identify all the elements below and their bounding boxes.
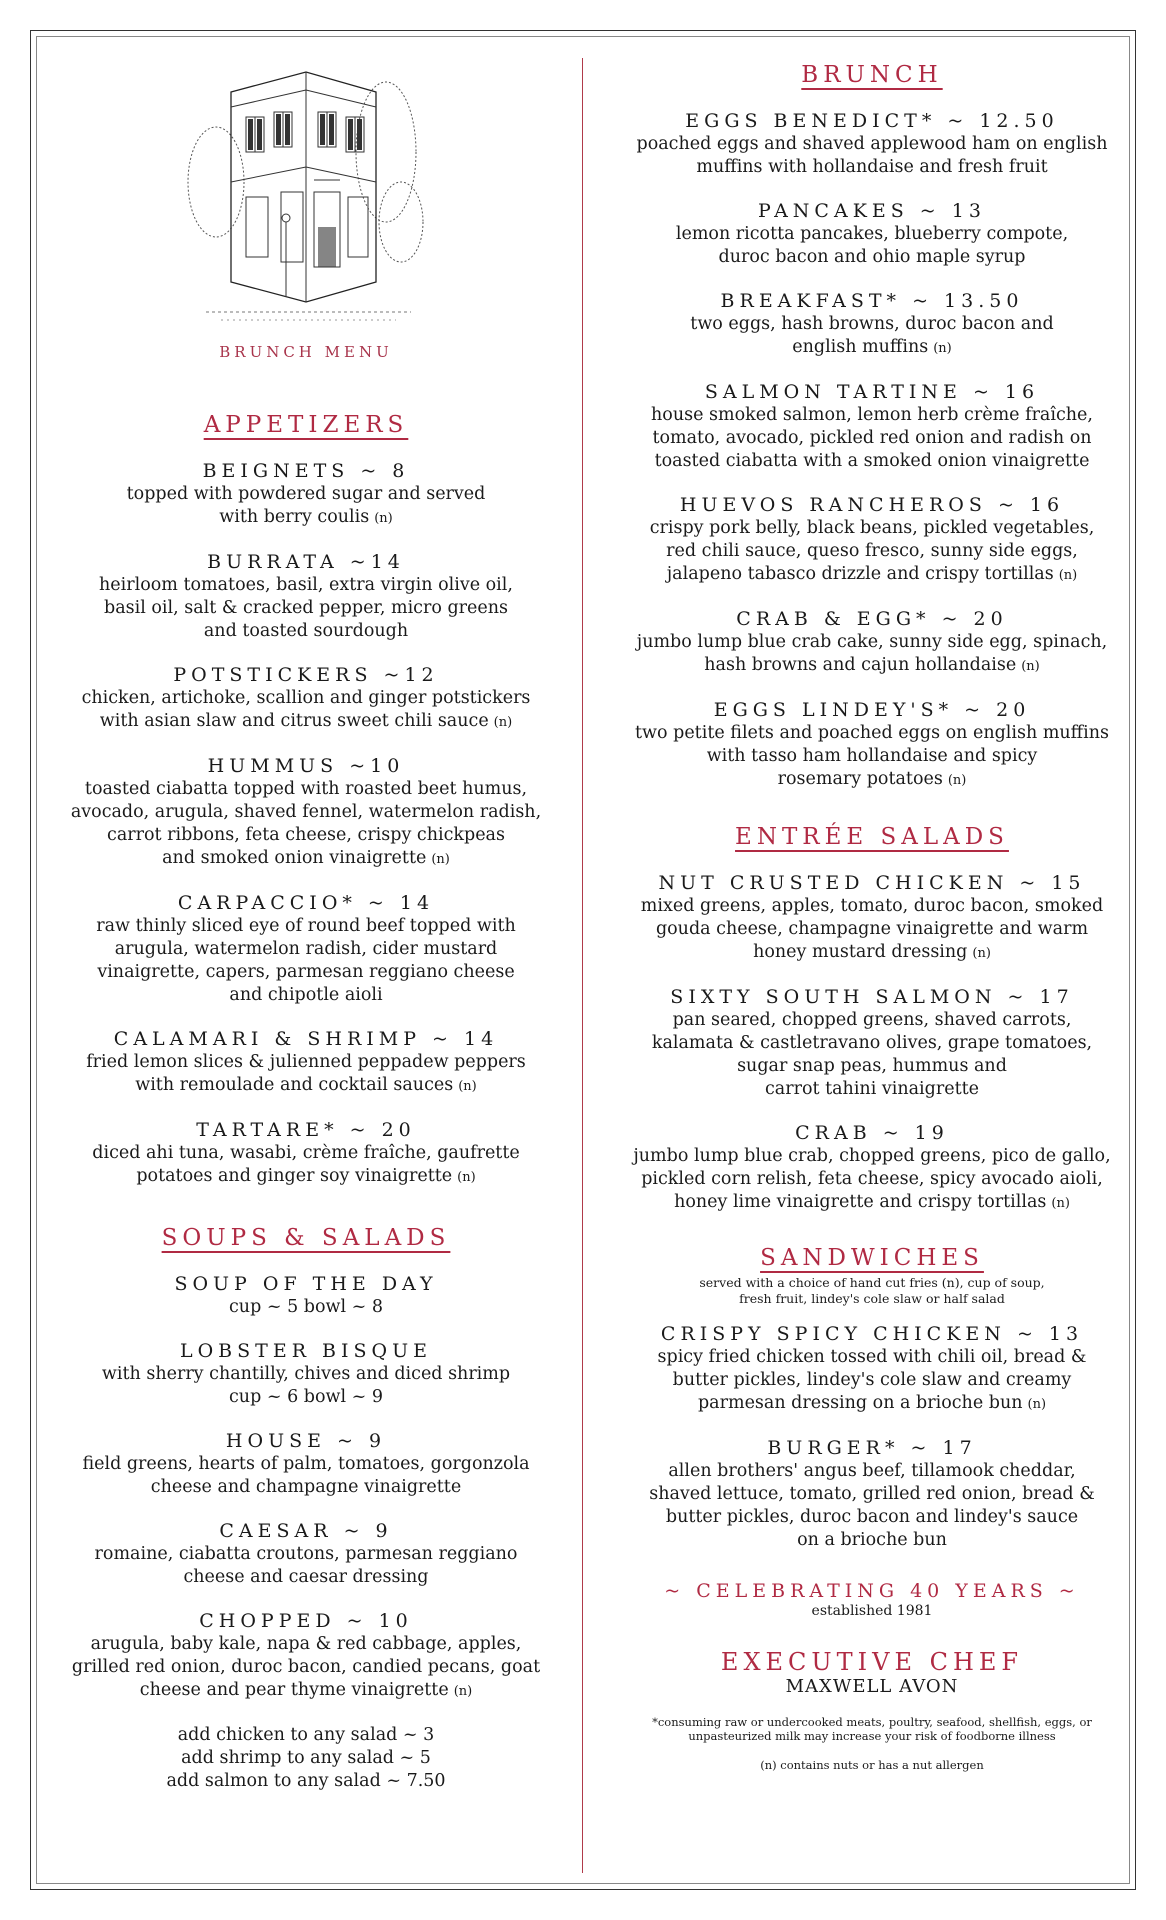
menu-item xyxy=(592,290,1152,360)
description-text: basil oil, salt & cracked pepper, micro greens xyxy=(104,598,508,618)
brunch-menu-label: BRUNCH MENU xyxy=(219,343,393,361)
menu-item-description xyxy=(592,941,1152,965)
menu-item-description xyxy=(36,1476,576,1499)
footer xyxy=(592,1580,1152,1773)
menu-item-description xyxy=(592,517,1152,540)
description-text: and smoked onion vinaigrette xyxy=(162,848,427,868)
description-text: kalamata & castletravano olives, grape tomatoes, xyxy=(651,1033,1093,1053)
description-text: field greens, hearts of palm, tomatoes, gorgonzola xyxy=(82,1454,530,1474)
menu-item-name: BURRATA ~14 xyxy=(207,551,405,573)
nut-allergen-marker: (n) xyxy=(457,1170,476,1185)
description-text: english muffins xyxy=(792,337,929,357)
menu-item xyxy=(36,1430,576,1499)
entree-salads-section xyxy=(592,824,1152,1215)
description-text: spicy fried chicken tossed with chili oil, bread & xyxy=(657,1347,1087,1367)
nut-allergen-marker: (n) xyxy=(493,715,513,730)
brunch-title: BRUNCH xyxy=(801,62,943,88)
description-text: heirloom tomatoes, basil, extra virgin olive oil, xyxy=(99,575,513,595)
menu-item-description xyxy=(592,1346,1152,1369)
nut-allergen-marker: (n) xyxy=(374,511,393,526)
menu-item-description xyxy=(36,1363,576,1386)
description-text: and chipotle aioli xyxy=(229,985,383,1005)
menu-item-description xyxy=(36,1453,576,1476)
menu-item-description xyxy=(592,654,1152,678)
description-text: tomato, avocado, pickled red onion and radish on xyxy=(652,428,1092,448)
description-text: lemon ricotta pancakes, blueberry compote, xyxy=(675,224,1069,244)
menu-item-name: CRISPY SPICY CHICKEN ~ 13 xyxy=(660,1323,1084,1345)
description-text: allen brothers' angus beef, tillamook cheddar, xyxy=(668,1461,1076,1481)
left-sections xyxy=(36,412,576,1793)
description-text: topped with powdered sugar and served xyxy=(126,484,486,504)
restaurant-building-illustration xyxy=(186,62,426,332)
description-text: duroc bacon and ohio maple syrup xyxy=(718,247,1026,267)
description-text: honey lime vinaigrette and crispy tortillas xyxy=(674,1192,1047,1212)
menu-item xyxy=(36,1119,576,1189)
menu-item xyxy=(36,892,576,1007)
menu-item-description xyxy=(36,1656,576,1679)
description-text: pan seared, chopped greens, shaved carrots, xyxy=(672,1010,1072,1030)
entree-salads-list xyxy=(592,872,1152,1215)
menu-item xyxy=(36,1273,576,1319)
menu-item-description xyxy=(36,597,576,620)
menu-item xyxy=(36,1520,576,1589)
description-text: cheese and pear thyme vinaigrette xyxy=(139,1680,449,1700)
menu-item-description xyxy=(592,1168,1152,1191)
description-text: potatoes and ginger soy vinaigrette xyxy=(136,1166,453,1186)
menu-item-description xyxy=(592,223,1152,246)
menu-item-description xyxy=(592,1529,1152,1552)
menu-item-description xyxy=(36,778,576,801)
column-divider xyxy=(582,58,583,1873)
description-text: diced ahi tuna, wasabi, crème fraîche, gaufrette xyxy=(92,1143,520,1163)
menu-item-description xyxy=(592,336,1152,360)
menu-item xyxy=(592,699,1152,792)
salad-addon: add salmon to any salad ~ 7.50 xyxy=(166,1771,446,1791)
description-text: hash browns and cajun hollandaise xyxy=(704,655,1017,675)
menu-item xyxy=(592,1437,1152,1552)
menu-item-description xyxy=(36,961,576,984)
appetizers-section xyxy=(36,412,576,1189)
chef-name: MAXWELL AVON xyxy=(785,1676,959,1697)
menu-item-description xyxy=(592,1392,1152,1416)
menu-item-name: CALAMARI & SHRIMP ~ 14 xyxy=(113,1028,499,1050)
menu-item-name: TARTARE* ~ 20 xyxy=(196,1119,416,1141)
nut-allergen-marker: (n) xyxy=(453,1684,473,1699)
menu-item-description xyxy=(592,1460,1152,1483)
salad-addon: add chicken to any salad ~ 3 xyxy=(177,1725,435,1745)
menu-item-name: CAESAR ~ 9 xyxy=(219,1520,393,1542)
appetizers-title: APPETIZERS xyxy=(203,412,409,438)
menu-item xyxy=(592,494,1152,587)
menu-item-name: HOUSE ~ 9 xyxy=(225,1430,387,1452)
menu-item-name: HUMMUS ~10 xyxy=(207,755,405,777)
description-text: poached eggs and shaved applewood ham on english xyxy=(636,134,1108,154)
menu-item-name: BEIGNETS ~ 8 xyxy=(202,460,410,482)
description-text: jumbo lump blue crab, chopped greens, pico de gallo, xyxy=(633,1146,1111,1166)
menu-item-description xyxy=(592,450,1152,473)
menu-item-description xyxy=(592,427,1152,450)
menu-item-description xyxy=(36,984,576,1007)
description-text: vinaigrette, capers, parmesan reggiano cheese xyxy=(97,962,515,982)
sandwiches-title: SANDWICHES xyxy=(760,1245,984,1271)
menu-item-description xyxy=(36,1543,576,1566)
description-text: muffins with hollandaise and fresh fruit xyxy=(696,157,1048,177)
description-text: with tasso ham hollandaise and spicy xyxy=(706,746,1038,766)
menu-item-description xyxy=(592,745,1152,768)
menu-item-description xyxy=(36,710,576,734)
menu-item-name: CHOPPED ~ 10 xyxy=(199,1610,413,1632)
nut-allergen-marker: (n) xyxy=(458,1079,477,1094)
menu-item-name: NUT CRUSTED CHICKEN ~ 15 xyxy=(658,872,1086,894)
sandwiches-note xyxy=(592,1275,1152,1307)
description-text: two petite filets and poached eggs on english muffins xyxy=(635,723,1109,743)
description-text: with remoulade and cocktail sauces xyxy=(135,1075,454,1095)
brunch-section xyxy=(592,62,1152,792)
description-text: with sherry chantilly, chives and diced shrimp xyxy=(101,1364,511,1384)
menu-item-description xyxy=(36,1051,576,1074)
description-text: jumbo lump blue crab cake, sunny side egg, spinach, xyxy=(636,632,1108,652)
description-text: on a brioche bun xyxy=(797,1530,947,1550)
menu-item-name: HUEVOS RANCHEROS ~ 16 xyxy=(679,494,1065,516)
menu-item xyxy=(36,664,576,734)
menu-item-name: CRAB ~ 19 xyxy=(795,1122,949,1144)
celebrating-banner: ~ CELEBRATING 40 YEARS ~ xyxy=(664,1580,1080,1602)
description-text: and toasted sourdough xyxy=(203,621,409,641)
menu-item-description xyxy=(592,563,1152,587)
menu-item xyxy=(592,200,1152,269)
menu-item xyxy=(592,1323,1152,1416)
menu-item-name: EGGS LINDEY'S* ~ 20 xyxy=(713,699,1031,721)
menu-item-description xyxy=(592,156,1152,179)
menu-item-description xyxy=(592,631,1152,654)
menu-item xyxy=(36,755,576,871)
description-text: romaine, ciabatta croutons, parmesan reggiano xyxy=(94,1544,518,1564)
description-text: with berry coulis xyxy=(219,507,370,527)
menu-item-description xyxy=(36,506,576,530)
description-text: arugula, watermelon radish, cider mustard xyxy=(114,939,498,959)
salad-addon: add shrimp to any salad ~ 5 xyxy=(181,1748,431,1768)
menu-item-name: LOBSTER BISQUE xyxy=(179,1340,432,1362)
description-text: carrot tahini vinaigrette xyxy=(765,1079,979,1099)
description-text: cup ~ 6 bowl ~ 9 xyxy=(229,1387,383,1407)
menu-item-description xyxy=(592,895,1152,918)
menu-item xyxy=(592,872,1152,965)
menu-item-name: CARPACCIO* ~ 14 xyxy=(177,892,435,914)
disclaimer xyxy=(592,1715,1152,1743)
sandwiches-note-line: served with a choice of hand cut fries (n), cup of soup, xyxy=(699,1275,1045,1290)
menu-item-description xyxy=(36,574,576,597)
description-text: two eggs, hash browns, duroc bacon and xyxy=(690,314,1054,334)
appetizers-list xyxy=(36,460,576,1189)
menu-item-name: BURGER* ~ 17 xyxy=(767,1437,977,1459)
menu-item-description xyxy=(36,1142,576,1165)
menu-item-description xyxy=(592,1145,1152,1168)
menu-item xyxy=(592,110,1152,179)
menu-item xyxy=(592,986,1152,1101)
description-text: raw thinly sliced eye of round beef topped with xyxy=(96,916,516,936)
description-text: arugula, baby kale, napa & red cabbage, apples, xyxy=(90,1634,522,1654)
menu-item-description xyxy=(36,1386,576,1409)
menu-item xyxy=(36,460,576,530)
nut-allergen-marker: (n) xyxy=(1021,659,1040,674)
menu-item-description xyxy=(592,540,1152,563)
menu-item-description xyxy=(592,1483,1152,1506)
description-text: avocado, arugula, shaved fennel, watermelon radish, xyxy=(70,802,542,822)
description-text: carrot ribbons, feta cheese, crispy chickpeas xyxy=(107,825,505,845)
menu-item-name: SOUP OF THE DAY xyxy=(174,1273,438,1295)
menu-item-name: EGGS BENEDICT* ~ 12.50 xyxy=(685,110,1059,132)
menu-item-description xyxy=(36,1566,576,1589)
menu-item-name: PANCAKES ~ 13 xyxy=(758,200,986,222)
nut-allergen-marker: (n) xyxy=(933,341,952,356)
menu-item-description xyxy=(36,847,576,871)
description-text: crispy pork belly, black beans, pickled vegetables, xyxy=(649,518,1095,538)
soups-title: SOUPS & SALADS xyxy=(161,1225,451,1251)
menu-item xyxy=(592,381,1152,473)
description-text: mixed greens, apples, tomato, duroc bacon, smoked xyxy=(640,896,1104,916)
nut-allergen-marker: (n) xyxy=(1051,1196,1070,1211)
entree-salads-title: ENTRÉE SALADS xyxy=(735,824,1009,850)
nut-allergen-marker: (n) xyxy=(431,852,450,867)
description-text: butter pickles, duroc bacon and lindey's sauce xyxy=(665,1507,1079,1527)
sandwiches-note-line: fresh fruit, lindey's cole slaw or half salad xyxy=(739,1291,1005,1306)
description-text: gouda cheese, champagne vinaigrette and warm xyxy=(655,919,1089,939)
sandwiches-list xyxy=(592,1323,1152,1552)
menu-item-description xyxy=(36,1679,576,1703)
menu-item xyxy=(36,551,576,643)
description-text: parmesan dressing on a brioche bun xyxy=(697,1393,1023,1413)
menu-item-description xyxy=(592,133,1152,156)
menu-item-description xyxy=(592,1369,1152,1392)
description-text: cheese and champagne vinaigrette xyxy=(150,1477,462,1497)
disclaimer-line: unpasteurized milk may increase your risk of foodborne illness xyxy=(688,1729,1056,1743)
description-text: pickled corn relish, feta cheese, spicy avocado aioli, xyxy=(641,1169,1103,1189)
nut-allergen-marker: (n) xyxy=(972,946,991,961)
menu-item-description xyxy=(592,768,1152,792)
menu-item-name: SIXTY SOUTH SALMON ~ 17 xyxy=(670,986,1074,1008)
menu-item-name: POTSTICKERS ~12 xyxy=(173,664,439,686)
description-text: rosemary potatoes xyxy=(777,769,943,789)
menu-item-description xyxy=(36,938,576,961)
menu-item xyxy=(592,1122,1152,1215)
menu-item xyxy=(36,1610,576,1703)
description-text: fried lemon slices & julienned peppadew peppers xyxy=(86,1052,526,1072)
menu-item-description xyxy=(592,1191,1152,1215)
menu-item-description xyxy=(592,1078,1152,1101)
sandwiches-section xyxy=(592,1245,1152,1552)
description-text: chicken, artichoke, scallion and ginger potstickers xyxy=(81,688,531,708)
description-text: house smoked salmon, lemon herb crème fraîche, xyxy=(651,405,1093,425)
menu-item-description xyxy=(36,915,576,938)
menu-item-name: BREAKFAST* ~ 13.50 xyxy=(720,290,1024,312)
menu-item-name: CRAB & EGG* ~ 20 xyxy=(736,608,1008,630)
menu-item xyxy=(36,1340,576,1409)
soups-section xyxy=(36,1225,576,1793)
menu-item xyxy=(36,1028,576,1098)
menu-item xyxy=(592,608,1152,678)
brunch-list xyxy=(592,110,1152,792)
menu-item-description xyxy=(592,918,1152,941)
menu-item-description xyxy=(36,1074,576,1098)
description-text: honey mustard dressing xyxy=(753,942,968,962)
menu-item-description xyxy=(592,1506,1152,1529)
description-text: toasted ciabatta topped with roasted beet humus, xyxy=(84,779,528,799)
description-text: shaved lettuce, tomato, grilled red onion, bread & xyxy=(649,1484,1095,1504)
menu-item-description xyxy=(592,1055,1152,1078)
salad-addons xyxy=(36,1724,576,1793)
menu-item-description xyxy=(36,1633,576,1656)
description-text: toasted ciabatta with a smoked onion vinaigrette xyxy=(654,451,1090,471)
menu-item-description xyxy=(36,801,576,824)
description-text: jalapeno tabasco drizzle and crispy tortillas xyxy=(666,564,1054,584)
menu-item-description xyxy=(592,246,1152,269)
menu-item-name: SALMON TARTINE ~ 16 xyxy=(704,381,1040,403)
menu-item-description xyxy=(36,1296,576,1319)
menu-item-description xyxy=(36,1165,576,1189)
menu-item-description xyxy=(36,483,576,506)
nut-allergen-marker: (n) xyxy=(1027,1397,1047,1412)
executive-chef-title: EXECUTIVE CHEF xyxy=(720,1648,1024,1676)
description-text: cup ~ 5 bowl ~ 8 xyxy=(229,1297,383,1317)
nut-allergen-marker: (n) xyxy=(1058,568,1078,583)
menu-item-description xyxy=(592,404,1152,427)
menu-item-description xyxy=(592,1032,1152,1055)
description-text: sugar snap peas, hummus and xyxy=(737,1056,1007,1076)
description-text: grilled red onion, duroc bacon, candied pecans, goat xyxy=(71,1657,541,1677)
menu-item-description xyxy=(36,620,576,643)
description-text: with asian slaw and citrus sweet chili sauce xyxy=(99,711,489,731)
description-text: cheese and caesar dressing xyxy=(183,1567,429,1587)
description-text: red chili sauce, queso fresco, sunny side eggs, xyxy=(666,541,1078,561)
nut-allergen-marker: (n) xyxy=(947,773,967,788)
menu-item-description xyxy=(592,313,1152,336)
disclaimer-line: *consuming raw or undercooked meats, poultry, seafood, shellfish, eggs, or xyxy=(652,1715,1092,1729)
menu-item-description xyxy=(36,824,576,847)
menu-item-description xyxy=(592,722,1152,745)
nut-allergen-note: (n) contains nuts or has a nut allergen xyxy=(760,1758,984,1772)
soups-list xyxy=(36,1273,576,1703)
menu-item-description xyxy=(36,687,576,710)
description-text: butter pickles, lindey's cole slaw and creamy xyxy=(672,1370,1072,1390)
right-sections xyxy=(592,62,1152,1773)
established-text: established 1981 xyxy=(811,1603,933,1619)
menu-item-description xyxy=(592,1009,1152,1032)
